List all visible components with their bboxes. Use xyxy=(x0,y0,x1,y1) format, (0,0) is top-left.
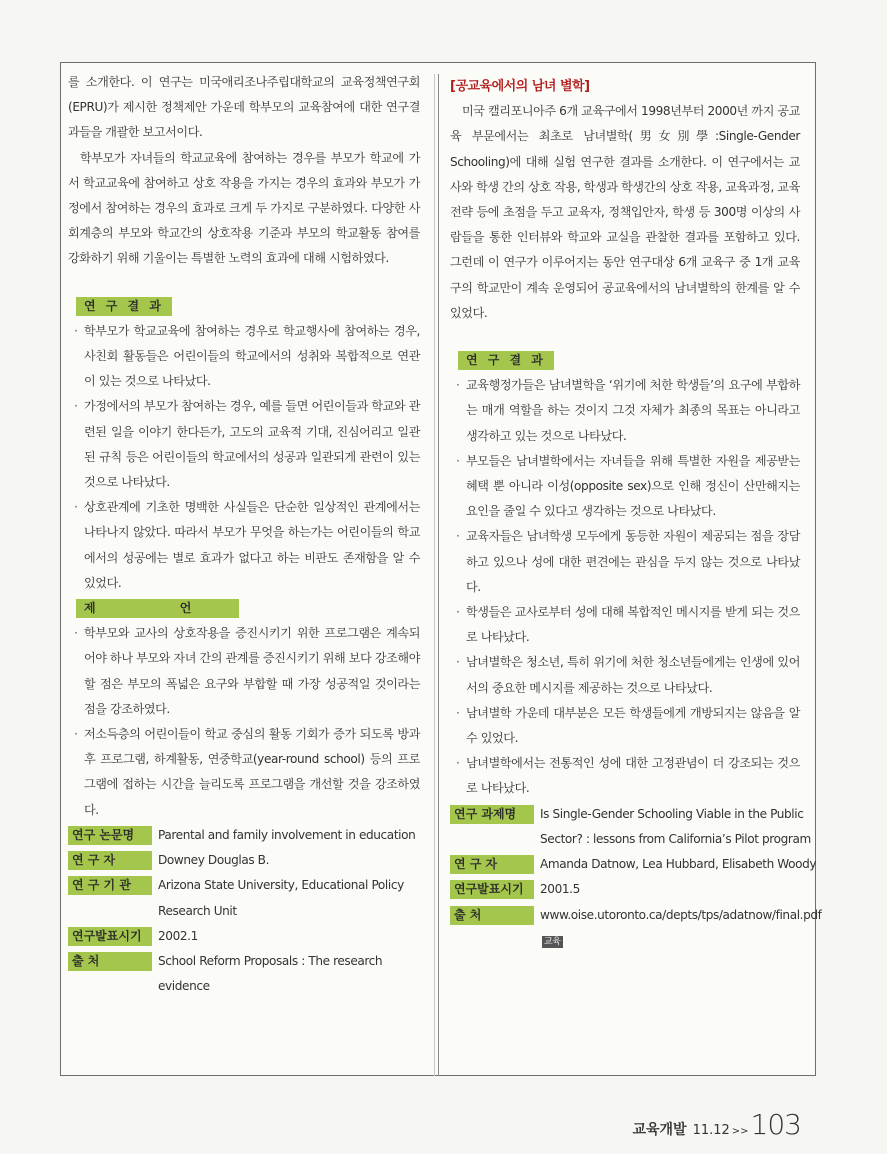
meta-value: Parental and family involvement in education xyxy=(158,827,416,842)
meta-value: Arizona State University, Educational Policy Research Unit xyxy=(158,878,404,918)
right-meta-table xyxy=(450,802,822,953)
list-item: · 남녀별학 가운데 대부분은 모든 학생들에게 개방되지는 않음을 알 수 있었다. xyxy=(450,701,800,751)
left-proposal-heading: 제 언 xyxy=(76,599,239,618)
list-item: · 교육행정가들은 남녀별학을 ‘위기에 처한 학생들’의 요구에 부합하는 매개 역할을 하는 것이지 그것 자체가 최종의 목표는 아니라고 생각하고 있는 것으로 나타났다. xyxy=(450,373,800,449)
article-title: [공교육에서의 남녀 별학] xyxy=(450,79,590,94)
list-item: · 학부모가 학교교육에 참여하는 경우로 학교행사에 참여하는 경우, 사친회 활동들은 어린이들의 학교에서의 성취와 복합적으로 연관이 있는 것으로 나타났다. xyxy=(68,319,420,395)
left-results-heading: 연 구 결 과 xyxy=(76,297,172,316)
meta-label: 출 처 xyxy=(450,906,534,925)
list-item: · 저소득층의 어린이들이 학교 중심의 활동 기회가 증가 되도록 방과후 프로그램, 하계활동, 연중학교(year-round school) 등의 프로그램에 접하는 시간을 늘리도록 프로그램을 개선할 것을 강조하였다. xyxy=(68,722,420,823)
meta-value: 2001.5 xyxy=(540,882,580,897)
issue-number: 11.12 xyxy=(692,1123,730,1138)
list-item: · 학부모와 교사의 상호작용을 증진시키기 위한 프로그램은 계속되어야 하나 부모와 자녀 간의 관계를 증진시키기 위해 보다 강조해야 할 점은 부모의 폭넓은 요구와 부합할 때 가장 성공적일 것이라는 점을 강조하였다. xyxy=(68,621,420,722)
list-item: · 부모들은 남녀별학에서는 자녀들을 위해 특별한 자원을 제공받는 혜택 뿐 아니라 이성(opposite sex)으로 인해 정신이 산만해지는 요인을 줄일 수 있다고 생각하는 것으로 나타났다. xyxy=(450,449,800,525)
meta-value xyxy=(540,903,822,953)
page-number: 103 xyxy=(750,1108,801,1141)
meta-value: School Reform Proposals : The research evidence xyxy=(158,953,383,994)
right-results-heading: 연 구 결 과 xyxy=(458,351,554,370)
chevron-right-icon: >> xyxy=(731,1126,749,1137)
magazine-name: 교육개발 xyxy=(632,1122,687,1138)
right-results-list xyxy=(450,373,800,801)
left-results-list xyxy=(68,319,420,596)
meta-label: 출 처 xyxy=(68,952,152,971)
right-column xyxy=(450,70,822,953)
left-intro-paragraph-1: 를 소개한다. 이 연구는 미국애리조나주립대학교의 교육정책연구회(EPRU)가 제시한 정책제안 가운데 학부모의 교육참여에 대한 연구결과들을 개괄한 보고서이다. xyxy=(68,75,420,140)
list-item: · 남녀별학은 청소년, 특히 위기에 처한 청소년들에게는 인생에 있어서의 중요한 메시지를 제공하는 것으로 나타났다. xyxy=(450,650,800,700)
source-url[interactable]: www.oise.utoronto.ca/depts/tps/adatnow/final.pdf xyxy=(540,907,822,922)
end-mark: 교육 xyxy=(544,936,561,947)
meta-value: Is Single-Gender Schooling Viable in the Public Sector? : lessons from California’s Pilot program xyxy=(540,806,811,846)
list-item: · 교육자들은 남녀학생 모두에게 동등한 자원이 제공되는 점을 장담하고 있으나 성에 대한 편견에는 관심을 두지 않는 것으로 나타났다. xyxy=(450,524,800,600)
meta-label: 연구 논문명 xyxy=(68,826,152,845)
list-item: · 학생들은 교사로부터 성에 대해 복합적인 메시지를 받게 되는 것으로 나타났다. xyxy=(450,600,800,650)
list-item: · 가정에서의 부모가 참여하는 경우, 예를 들면 어린이들과 학교와 관련된 일을 이야기 한다든가, 고도의 교육적 기대, 진심어리고 일관된 규칙 등은 어린이들의 학교에서의 성공과 일관되게 관련이 있는 것으로 나타났다. xyxy=(68,394,420,495)
meta-value: Amanda Datnow, Lea Hubbard, Elisabeth Woody xyxy=(540,857,817,872)
meta-value: Downey Douglas B. xyxy=(158,853,270,868)
meta-label: 연 구 자 xyxy=(68,851,152,870)
column-divider-inner xyxy=(434,74,435,1076)
left-proposal-list xyxy=(68,621,420,823)
left-intro-paragraph-2: 학부모가 자녀들의 학교교육에 참여하는 경우를 부모가 학교에 가서 학교교육에 참여하고 상호 작용을 가지는 경우의 효과와 부모가 가정에서 참여하는 경우의 효과로 크게 두 가지로 구분하였다. 다양한 사회계층의 부모와 학교간의 상호작용 기준과 부모의 학교활동 참여를 강화하기 위해 기울이는 특별한 노력의 효과에 대해 시험하였다. xyxy=(68,150,420,266)
list-item: · 남녀별학에서는 전통적인 성에 대한 고정관념이 더 강조되는 것으로 나타났다. xyxy=(450,751,800,801)
left-column xyxy=(68,70,420,999)
meta-value: 2002.1 xyxy=(158,928,198,943)
meta-label: 연구발표시기 xyxy=(68,927,152,946)
right-intro-paragraph: 미국 캘리포니아주 6개 교육구에서 1998년부터 2000년 까지 공교육 부문에서는 최초로 남녀별학(男女別學:Single-Gender Schooling)에 대해 실험 연구한 결과를 소개한다. 이 연구에서는 교사와 학생 간의 상호 작용, 학생과 학생간의 상호 작용, 교육과정, 교육전략 등에 초점을 두고 교육자, 정책입안자, 학생 등 300명 이상의 사람들을 통한 인터뷰와 학교와 교실을 관찰한 결과를 포함하고 있다. 그런데 이 연구가 이루어지는 동안 연구대상 6개 교육구 중 1개 교육구의 학교만이 계속 운영되어 공교육에서의 남녀별학의 한계를 알 수 있었다. xyxy=(450,104,800,320)
meta-label: 연구발표시기 xyxy=(450,880,534,899)
meta-label: 연 구 기 관 xyxy=(68,876,152,895)
page-footer xyxy=(632,1108,801,1141)
left-meta-table xyxy=(68,823,420,999)
meta-label: 연 구 자 xyxy=(450,855,534,874)
meta-label: 연구 과제명 xyxy=(450,805,534,824)
column-divider xyxy=(438,74,439,1076)
list-item: · 상호관계에 기초한 명백한 사실들은 단순한 일상적인 관계에서는 나타나지 않았다. 따라서 부모가 무엇을 하는가는 어린이들의 학교에서의 성공에는 별로 효과가 없다고 하는 비판도 존재함을 알 수 있었다. xyxy=(68,495,420,596)
